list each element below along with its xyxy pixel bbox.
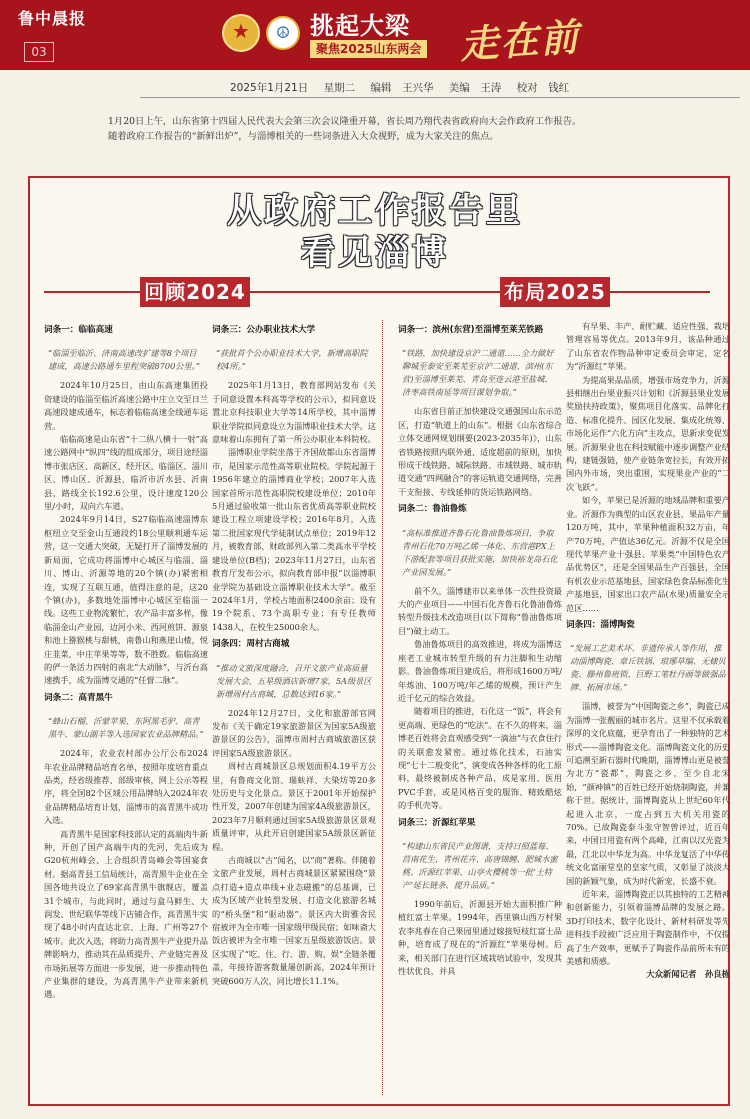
headline-line-2: 看见淄博 [301,233,449,273]
entry-heading: 词条四：淄博陶瓷 [566,619,635,630]
body-paragraph: 随着项目的推进，石化这一“饭”，将会有更高端、更绿色的“吃法”。在不久的将来，淄博老百姓将会直观感受到“一滴油”与衣食住行的关联愈发紧密。通过炼化技术，石油实现“七十二般变化”，演变成各种各样的化工原料，最终被制成各种产品，成是家用、医用PVC手套，或是风格百变的服饰、精致酷炫的手机壳等。 [398,706,562,811]
body-paragraph: 2024年9月14日，S27临临高速淄博东枢纽立交至金山互通段约18公里顺利通车运营，这一交通大突破，无疑打开了淄博发展的新局面，它成功将淄博中心城区与临淄、淄川、博山、沂源等地的20个镇(办)紧密相连，实现了互联互通，值得注意的是，这20个镇(办)，多数地处淄博中心城区至临淄一线。这些工业物流繁忙，农产品丰富多样，像临淄金山产业园，边河小米、西河煎饼、源泉和池上猕猴桃与甜桃，南鲁山和燕崖山楂，悦庄韭菜，中庄苹果等等，数不胜数。临临高速的俨一条活力四射的南北“大动脉”，与沂台高速携手，成为淄博交通的“任督二脉”。 [44,514,208,686]
body-paragraph: 2024年，农业农村部办公厅公布2024年农业品牌精品培育名单，按照年度培育重点品类，经省级推荐、部级审核，网上公示等程序，将全国82个区域公用品牌纳入2024年农业品牌精品培育计划，淄博市的高青黑牛成功入选。 [44,748,208,826]
issue-weekday: 星期二 [323,82,356,94]
body-paragraph: 近年来，淄博陶瓷正以其独特的工艺精神和创新能力，引领着淄博品牌的发展之路。3D打印技术、数字化设计、新材料研发等先进科技手段被广泛应用于陶瓷制作中，不仅提高了生产效率，更赋予了陶瓷作品前所未有的美感和质感。 [566,889,730,967]
body-paragraph: 周村古商城景区总规划面积4.19平方公里，有鲁商文化馆、瑞蚨祥、大染坊等20多处历史与文化景点。景区于2001年开始保护性开发，2007年创建为国家4A级旅游景区，2023年7月顺利通过国家5A级旅游景区景观质量评审，从此开启创建国家5A级景区新征程。 [212,761,376,852]
column-slogan: 走在前 [458,13,582,68]
lead-text: 1月20日上午，山东省第十四届人民代表大会第三次会议隆重开幕，省长周乃翔代表省政府向大会作政府工作报告。 [108,116,582,127]
report-quote: “铁路，加快建设京沪二通道……全力做好聊城至泰安至莱芜至京沪二通道、滨州(东营)至淄博至莱芜、青岛至连云港至盐城、济枣高铁南延等项目谋划争取。” [402,348,554,398]
report-quote: “临淄至临沂、济南高速改扩建等8个项目建成，高速公路通车里程突破8700公里。” [48,348,200,372]
byline: 大众新闻记者 孙良栋 [646,969,730,980]
entry-heading: 词条二：高青黑牛 [44,692,113,703]
body-paragraph: 为提高果品品质，增强市场竞争力，沂源县相继出台果业振兴计划和《沂源县果业发展奖励扶持政策》，聚焦项目化落实、品牌化打造、标准化提升、园区化发展、集成化统筹、市场化运作“六化方向”主攻点，思新求变促发展。沂源果业也在科技赋能中逐步调整产业结构，建链强链，使产业链条宽拉长，有效开拓国内外市场，突出重围，实现果业产业的“二次飞跃”。 [566,374,730,492]
body-paragraph: 前不久，淄博建市以来单体一次性投资最大的产业项目——中国石化齐鲁石化鲁油鲁炼转型升级技术改造项目(以下简称“鲁油鲁炼项目”)破土动工。 [398,585,562,636]
lead-text: 随着政府工作报告的“新鲜出炉”，与淄博相关的一些词条进入大众视野，成为大家关注的焦点。 [108,131,499,142]
entry-heading: 词条三：公办职业技术大学 [212,325,316,335]
newspaper-logo: 鲁中晨报 [18,9,87,28]
banner-rule [250,291,500,293]
entry-heading: 词条四：周村古商城 [212,639,290,650]
report-quote: “高标准推进齐鲁石化鲁油鲁炼项目，争取青州石化70万吨乙烯一体化、东营港PX上下游配套等项目获批实施，加快裕龙岛石化产业园发展。” [402,527,558,577]
section-banner-plan: 布局2025 [500,277,610,307]
credit-divider [140,97,740,98]
designer-credit: 美编 王涛 [448,82,502,94]
banner-rule [610,291,710,293]
masthead [0,0,750,70]
column-title: 挑起大梁 [310,11,410,40]
report-quote: “获批首个公办职业技术大学，新增高职院校4所。” [216,348,368,372]
lead-paragraph [88,114,688,144]
editor-credit: 编辑 王兴华 [370,82,434,94]
article-column-3 [398,320,562,1100]
headline [0,190,750,274]
report-quote: “构建山东省民产业图谱，支持日照蓝莓、莒南花生、青州花卉、高唐锦鲤、肥城水蜜桃、沂源红苹果、山亭火樱桃等一批‘土特产’延长链条、提升品质。” [402,840,558,890]
report-quote: “蜂山石榴、沂蒙苹果、东阿黑毛驴、高青黑牛、蒙山湖羊等入选国家农业品牌精品。” [48,716,204,740]
report-quote: “推动文旅深度融合，召开文旅产业高质量发展大会，五星级酒店新增7家，5A级景区新增周村古商城，总数达到16家。” [216,662,372,699]
page-number: 03 [24,42,54,62]
body-paragraph: 淄博职业学院坐落于齐国故都山东省淄博市，是国家示范性高等职业院校。学院起源于1956年建立的淄博商业学校；2007年入选国家首所示范性高职院校建设单位；2010年5月通过验收第一批山东省优质高等职业院校建设工程立项建设学校；2016年8月，入选第二批国家现代学徒制试点单位；2019年12月，被教育部、财政部列入第二类高水平学校建设单位(B档)；2023年11月27日，山东省教育厅发布公示，拟向教育部申报“以淄博职业学院为基础设立淄博职业技术大学”。截至2024年1月，学校占地面积2400余亩；设有19个院系、73个高职专业；有专任教师1438人，在校生25000余人。 [212,447,376,632]
report-quote: “发展工艺美术坏、非遗传承人等作用，推动淄博陶瓷、章丘铁锅、琅琊草编、无棣贝瓷、滕州鲁班锁、巨野工笔牡丹画等做强品牌、拓展市场。” [570,643,726,693]
body-paragraph: 临临高速是山东省“十二纵八横十一射”高速公路网中“纵四”线的组成部分，项目途经淄博市张店区、高新区、经开区、临淄区、淄川区、博山区、沂源县，临沂市沂水县、沂南县，路线全长192.6公里，设计速度120公里/小时，双向六车道。 [44,434,208,512]
body-paragraph: 2024年12月27日，文化和旅游部官网发布《关于确定19家旅游景区为国家5A级旅游景区的公告》，淄博市周村古商城旅游区获评国家5A级旅游景区。 [212,707,376,758]
proof-credit: 校对 钱红 [516,82,570,94]
body-paragraph: 古商城以“古”闻名，以“商”著称。伴随着文旅产业发展，周村古商城景区紧紧围绕“景点打造+造点串线+业态磁搬”的总基调，已成为区域产业转型发展、打造文化旅游名城的“桥头堡”和“驱动器”。景区内大街雅舍民宿被评为全市唯一国家级甲级民宿；如味斋大饭店被评为全市唯一国家五星级旅游饭店。景区实现了“吃、住、行、游、购、娱”全链条覆盖，年接待游客数量屡创新高，2024年预计突破600万人次，同比增长11.1%。 [212,855,376,986]
entry-heading: 词条一：临临高速 [44,325,113,335]
body-paragraph: 山东省目前正加快建设交通强国山东示范区，打造“轨道上的山东”。根据《山东省综合立体交通网规划纲要(2023-2035年)》，山东省铁路按照内联外通、适度超前的原则，加快形成干线铁路、城际铁路、市域铁路、城市轨道交通“四网融合”的客运轨道交通网络，完善干支衔接、专线延伸的货运铁路网络。 [398,406,562,497]
body-paragraph: 淄博，被誉为“中国陶瓷之乡”，陶瓷已成为淄博一张靓丽的城市名片。这里不仅承载着深厚的文化底蕴，更孕育出了一种独特的艺术形式——淄博陶瓷文化。淄博陶瓷文化的历史可追溯至新石器时代晚期，淄博博山更是被誉为北方“瓷都”，陶瓷之乡，至少自北宋始，“颜神镇”的百姓已经开始烧制陶瓷，并兼称于世。据统计，淄博陶瓷从上世纪60年代起进入北京，一度占到五大机关用瓷的70%。已故陶瓷泰斗张守智曾评过，近百年来，中国日用瓷有两个高峰，江南以汉光瓷为最，江北以中华龙为高。中华龙复活了中华传统文化富丽堂皇的皇家气质，又彰显了淡淡大国的新颖气象，成为时代新宠，长盛不衰。 [566,701,730,886]
article-column-1 [44,320,208,1100]
headline-line-1: 从政府工作报告里 [227,191,523,231]
entry-heading: 词条一：滨州(东营)至淄博至莱芜铁路 [398,325,544,335]
body-paragraph: 鲁油鲁炼项目的高效推进，将成为淄博这座老工业城市转型升级的有力注脚和生动缩影。鲁油鲁炼项目建成后，将形成1600万吨/年炼油、100万吨/年乙烯的规模，预计产生近千亿元的综合效益。 [398,639,562,703]
body-paragraph: 2025年1月13日，教育部网站发布《关于同意设置本科高等学校的公示》，拟同意设置北京科技职业大学等14所学校，其中淄博职业学院拟同意设立为淄博职业技术大学。这意味着山东拥有了第一所公办职业本科院校。 [212,380,376,445]
body-paragraph: 2024年10月25日，由山东高速集团投资建设的临淄至临沂高速公路中庄立交至日兰高速段建成通车，标志着临临高速全线通车运营。 [44,380,208,431]
national-emblem-icon [222,14,260,52]
article-column-2 [212,320,376,1100]
body-paragraph: 如今，苹果已是沂源的地域品牌和重要产业。沂源作为典型的山区农业县，果品年产量120万吨，其中，苹果种植面积32万亩，年产70万吨，产值达36亿元。沂源不仅是全国现代苹果产业十强县、苹果类“中国特色农产品优势区”，还是全国果品生产百强县，全国有机农业示范基地县，国家绿色食品标准化生产基地县，国家出口农产品(水果)质量安全示范区…… [566,495,730,613]
body-paragraph: 高青黑牛是国家科技部认定的高端肉牛新种，开创了国产高端牛肉的先河，先后成为G20杭州峰会、上合组织青岛峰会等国宴食材。据高青县工信局统计，高青黑牛企业在全国各地共设立了69家高青黑牛旗舰店，覆盖31个城市，与此同时，通过与盒马鲜生、大润发、世纪联华等线下店铺合作，高青黑牛实现了48小时内直达北京、上海、广州等27个城市。此次入选，将助力高青黑牛产业提升品牌影响力，推动其在品质提升、产业链完善及市场拓展等方面进一步发展，进一步推动特色产业集群的建设，为高青黑牛产业带来新机遇。 [44,828,208,1000]
section-banner-review: 回顾2024 [140,277,250,307]
column-divider [382,320,383,1095]
entry-heading: 词条二：鲁油鲁炼 [398,504,467,515]
credit-line [230,80,740,95]
issue-date: 2025年1月21日 [230,82,309,94]
entry-heading: 词条三：沂源红苹果 [398,817,476,828]
cppcc-emblem-icon: ☮ [266,16,300,50]
banner-rule [44,291,140,293]
body-paragraph: 1990年前后，沂源县开始大面积推广种植红富士苹果。1994年，西里镇山西万村果农李兆春在自己果园里通过嫁接短枝红富士品种，培育成了现在的“沂源红”苹果母树。后来，相关部门在进行区域栽培试验中，发现其性状优良，并具 [398,898,562,976]
column-subtitle: 聚焦2025山东两会 [310,40,427,58]
body-paragraph: 有早果、丰产、耐贮藏、适应性强、栽培管理容易等优点。2013年9月，该品种通过了山东省农作物品种审定委员会审定，定名为“沂源红”苹果。 [566,321,730,372]
article-column-4 [566,320,730,1100]
